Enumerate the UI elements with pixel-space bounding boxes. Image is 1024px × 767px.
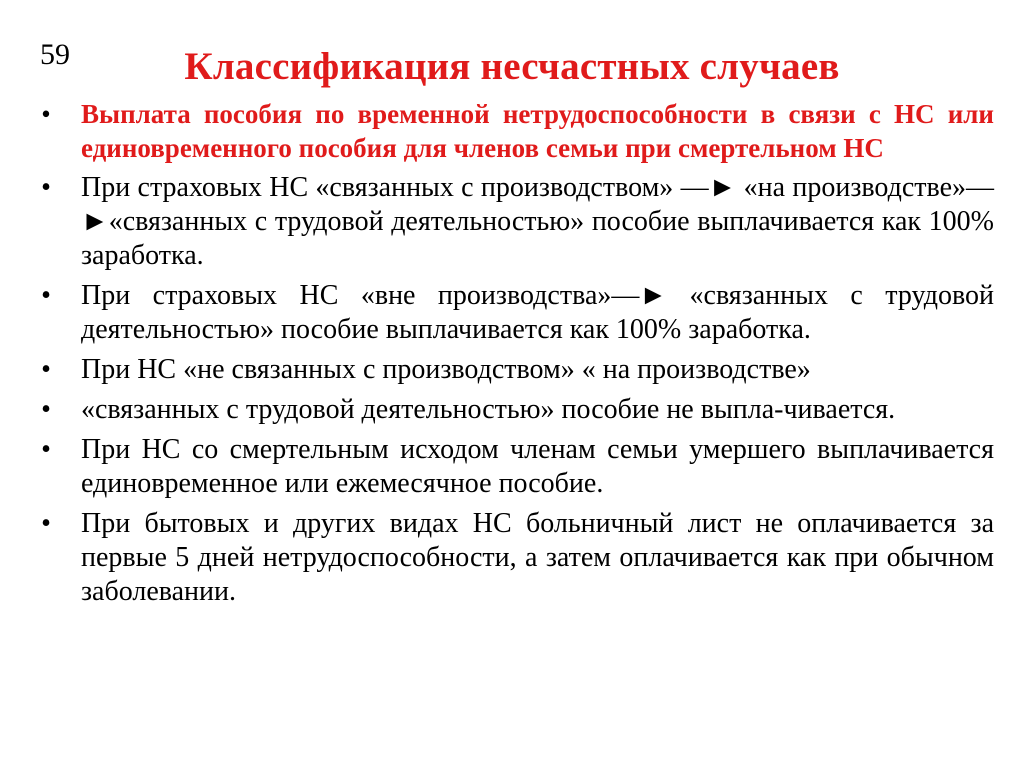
bullet-dot-icon: • [41, 99, 51, 129]
bullet-item-production-related [36, 171, 994, 273]
bullet-text: «связанных с трудовой деятельностью» пособие не выпла-чивается. [81, 394, 896, 425]
bullet-dot-icon: • [41, 508, 51, 539]
bullet-item-fatal-outcome [36, 433, 994, 501]
slide-title: Классификация несчастных случаев [184, 45, 840, 88]
slide-number: 59 [40, 38, 70, 71]
bullet-item-not-production-related [36, 353, 994, 387]
bullet-list [36, 97, 994, 609]
bullet-dot-icon: • [41, 172, 51, 203]
bullet-text: Выплата пособия по временной нетрудоспособности в связи с НС или единовременного пособия для членов семьи при смертельном НС [81, 99, 994, 163]
bullet-text: При НС со смертельным исходом членам семьи умершего выплачивается единовременное или ежемесячное пособие. [81, 434, 994, 499]
bullet-dot-icon: • [41, 280, 51, 311]
bullet-dot-icon: • [41, 434, 51, 465]
bullet-item-not-paid [36, 393, 994, 427]
bullet-text: При страховых НС «связанных с производством» —► «на производстве»—►«связанных с трудовой деятельностью» пособие выплачивается как 100% заработка. [81, 172, 994, 271]
bullet-item-outside-production [36, 279, 994, 347]
bullet-text: При бытовых и других видах НС больничный лист не оплачивается за первые 5 дней нетрудоспособности, а затем оплачивается как при обычном заболевании. [81, 508, 994, 607]
bullet-dot-icon: • [41, 394, 51, 425]
bullet-item-household-cases [36, 507, 994, 609]
bullet-text: При страховых НС «вне производства»—► «связанных с трудовой деятельностью» пособие выплачивается как 100% заработка. [81, 280, 994, 345]
bullet-item-benefit-payment [36, 97, 994, 165]
bullet-text: При НС «не связанных с производством» « на производстве» [81, 354, 811, 385]
bullet-dot-icon: • [41, 354, 51, 385]
